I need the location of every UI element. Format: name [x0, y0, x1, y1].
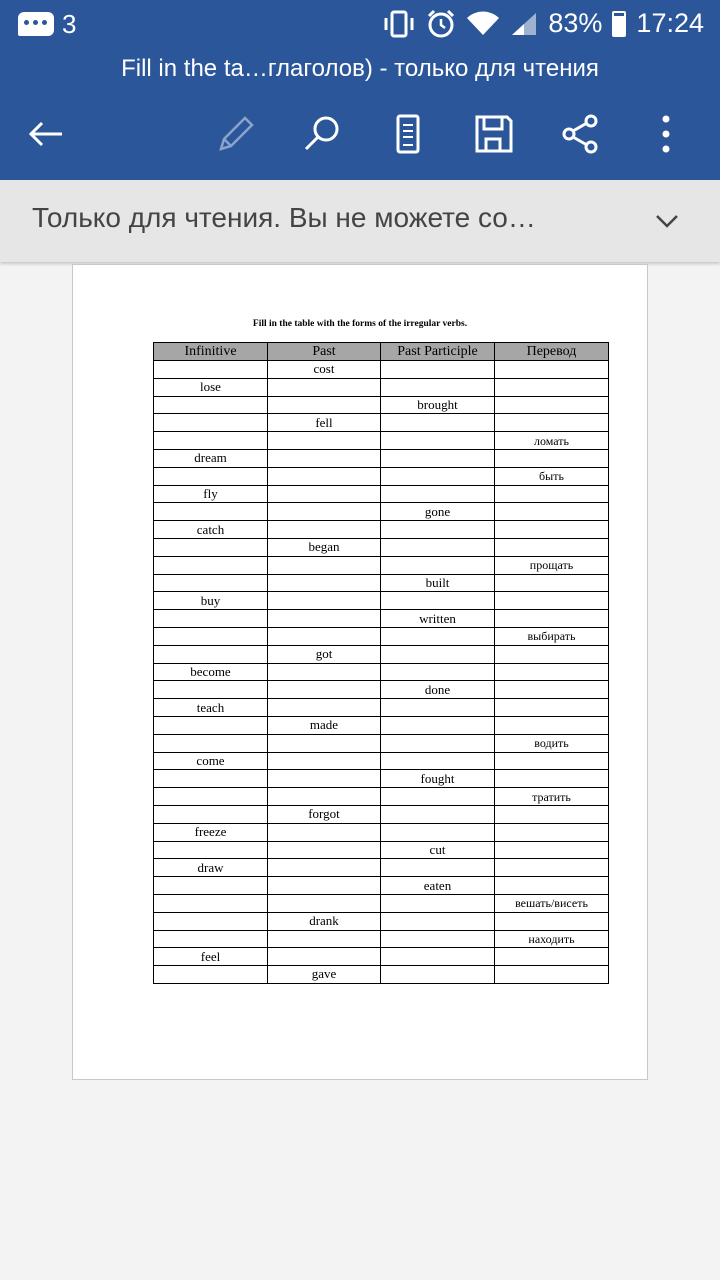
table-cell: [268, 485, 381, 503]
table-cell: [495, 449, 609, 467]
table-row: [154, 361, 609, 379]
table-cell: dream: [154, 449, 268, 467]
table-cell: тратить: [495, 788, 609, 806]
table-cell: [154, 877, 268, 895]
table-cell: [381, 788, 495, 806]
table-cell: done: [381, 681, 495, 699]
back-arrow-icon[interactable]: [22, 110, 70, 158]
table-row: [154, 716, 609, 734]
table-cell: catch: [154, 521, 268, 539]
table-row: [154, 752, 609, 770]
table-row: [154, 396, 609, 414]
table-row: [154, 966, 609, 984]
table-cell: [495, 361, 609, 379]
table-cell: [268, 770, 381, 788]
table-cell: [154, 396, 268, 414]
table-cell: [381, 449, 495, 467]
document-page: [72, 264, 648, 1080]
table-cell: fly: [154, 485, 268, 503]
table-cell: [495, 538, 609, 556]
column-header-infinitive: Infinitive: [154, 343, 268, 361]
table-cell: gave: [268, 966, 381, 984]
column-header-translation: Перевод: [495, 343, 609, 361]
table-cell: [495, 770, 609, 788]
table-row: [154, 823, 609, 841]
table-body: [154, 361, 609, 984]
table-cell: brought: [381, 396, 495, 414]
table-cell: [495, 574, 609, 592]
table-cell: [381, 912, 495, 930]
table-cell: [381, 627, 495, 645]
table-cell: [154, 770, 268, 788]
save-icon[interactable]: [470, 110, 518, 158]
table-cell: [268, 734, 381, 752]
document-title: Fill in the ta…глаголов) - только для чтения: [0, 50, 720, 88]
table-cell: быть: [495, 467, 609, 485]
table-cell: gone: [381, 503, 495, 521]
table-cell: [268, 396, 381, 414]
table-cell: come: [154, 752, 268, 770]
table-cell: [268, 823, 381, 841]
table-cell: feel: [154, 948, 268, 966]
table-cell: [381, 716, 495, 734]
table-cell: [381, 894, 495, 912]
more-options-icon[interactable]: [642, 110, 690, 158]
message-notification-icon: [18, 12, 54, 36]
app-toolbar: [0, 88, 720, 180]
table-cell: [154, 734, 268, 752]
notification-count: 3: [62, 9, 77, 39]
table-cell: [268, 930, 381, 948]
table-row: [154, 877, 609, 895]
table-cell: находить: [495, 930, 609, 948]
table-cell: draw: [154, 859, 268, 877]
table-row: [154, 788, 609, 806]
table-cell: [154, 894, 268, 912]
table-cell: [154, 805, 268, 823]
table-cell: forgot: [268, 805, 381, 823]
table-row: [154, 770, 609, 788]
table-cell: [154, 574, 268, 592]
table-row: [154, 841, 609, 859]
table-cell: [495, 378, 609, 396]
table-cell: [381, 467, 495, 485]
table-cell: [381, 752, 495, 770]
share-icon[interactable]: [556, 110, 604, 158]
table-row: [154, 663, 609, 681]
table-cell: [381, 556, 495, 574]
table-cell: made: [268, 716, 381, 734]
table-cell: [495, 948, 609, 966]
table-cell: [154, 432, 268, 450]
table-cell: [154, 414, 268, 432]
table-row: [154, 592, 609, 610]
alarm-icon: [426, 9, 456, 39]
table-cell: [381, 485, 495, 503]
table-cell: [381, 538, 495, 556]
table-cell: [381, 645, 495, 663]
table-cell: built: [381, 574, 495, 592]
table-row: [154, 912, 609, 930]
table-cell: [154, 966, 268, 984]
table-cell: [495, 610, 609, 628]
table-cell: водить: [495, 734, 609, 752]
table-cell: [154, 627, 268, 645]
table-cell: [154, 930, 268, 948]
table-row: [154, 378, 609, 396]
table-cell: [154, 681, 268, 699]
table-cell: [381, 663, 495, 681]
chevron-down-icon[interactable]: [652, 206, 682, 236]
table-cell: [495, 396, 609, 414]
table-cell: [268, 894, 381, 912]
table-row: [154, 538, 609, 556]
worksheet-title: Fill in the table with the forms of the irregular verbs.: [252, 319, 468, 329]
table-row: [154, 930, 609, 948]
table-cell: [495, 645, 609, 663]
table-cell: [268, 859, 381, 877]
table-cell: [381, 823, 495, 841]
table-cell: [495, 716, 609, 734]
table-cell: [495, 681, 609, 699]
table-row: [154, 574, 609, 592]
table-cell: [381, 734, 495, 752]
table-cell: [381, 859, 495, 877]
table-row: [154, 521, 609, 539]
table-cell: [381, 432, 495, 450]
table-cell: [268, 592, 381, 610]
table-cell: [268, 432, 381, 450]
table-cell: cut: [381, 841, 495, 859]
table-cell: [495, 699, 609, 717]
table-row: [154, 948, 609, 966]
table-cell: [381, 699, 495, 717]
table-cell: [495, 485, 609, 503]
table-cell: [495, 752, 609, 770]
table-cell: [268, 681, 381, 699]
table-cell: [268, 841, 381, 859]
read-only-message: Только для чтения. Вы не можете со…: [32, 202, 536, 233]
table-cell: [268, 556, 381, 574]
table-cell: [381, 930, 495, 948]
status-bar: [0, 0, 720, 50]
table-cell: [495, 859, 609, 877]
table-cell: [154, 645, 268, 663]
column-header-past: Past: [268, 343, 381, 361]
table-cell: drank: [268, 912, 381, 930]
search-icon[interactable]: [298, 110, 346, 158]
table-cell: [495, 841, 609, 859]
table-header-row: [154, 343, 609, 361]
table-cell: [381, 414, 495, 432]
table-cell: fell: [268, 414, 381, 432]
table-cell: lose: [154, 378, 268, 396]
table-cell: [268, 788, 381, 806]
table-cell: [154, 503, 268, 521]
table-row: [154, 681, 609, 699]
table-cell: ломать: [495, 432, 609, 450]
table-cell: freeze: [154, 823, 268, 841]
table-cell: [154, 841, 268, 859]
table-cell: [268, 378, 381, 396]
table-cell: [495, 912, 609, 930]
table-cell: [381, 805, 495, 823]
table-cell: [268, 610, 381, 628]
wifi-icon: [466, 11, 500, 37]
battery-percent: 83%: [548, 8, 603, 38]
table-row: [154, 645, 609, 663]
table-cell: written: [381, 610, 495, 628]
table-cell: teach: [154, 699, 268, 717]
table-row: [154, 699, 609, 717]
table-cell: [495, 592, 609, 610]
read-only-banner[interactable]: [0, 180, 720, 262]
table-cell: [154, 361, 268, 379]
table-cell: [495, 414, 609, 432]
table-cell: [381, 378, 495, 396]
table-row: [154, 610, 609, 628]
mobile-view-icon[interactable]: [384, 110, 432, 158]
table-cell: выбирать: [495, 627, 609, 645]
battery-icon: [612, 11, 626, 37]
verbs-table: [153, 342, 609, 984]
table-cell: fought: [381, 770, 495, 788]
table-cell: вешать/висеть: [495, 894, 609, 912]
table-cell: [495, 663, 609, 681]
signal-icon: [510, 11, 538, 37]
table-cell: [495, 877, 609, 895]
table-row: [154, 859, 609, 877]
table-cell: [495, 503, 609, 521]
table-cell: [268, 877, 381, 895]
table-row: [154, 805, 609, 823]
table-cell: [495, 823, 609, 841]
column-header-past-participle: Past Participle: [381, 343, 495, 361]
table-cell: [495, 805, 609, 823]
table-cell: [495, 966, 609, 984]
table-cell: [154, 610, 268, 628]
table-cell: buy: [154, 592, 268, 610]
table-row: [154, 449, 609, 467]
edit-pencil-icon[interactable]: [212, 110, 260, 158]
table-cell: [268, 503, 381, 521]
table-cell: cost: [268, 361, 381, 379]
table-row: [154, 432, 609, 450]
table-cell: [268, 467, 381, 485]
table-row: [154, 627, 609, 645]
table-cell: [268, 948, 381, 966]
table-cell: eaten: [381, 877, 495, 895]
table-cell: [154, 716, 268, 734]
table-cell: began: [268, 538, 381, 556]
table-row: [154, 894, 609, 912]
table-cell: [268, 521, 381, 539]
table-row: [154, 734, 609, 752]
table-cell: got: [268, 645, 381, 663]
clock: 17:24: [636, 8, 704, 38]
table-row: [154, 467, 609, 485]
table-row: [154, 556, 609, 574]
table-row: [154, 503, 609, 521]
table-cell: [268, 449, 381, 467]
status-indicators: [382, 8, 704, 39]
table-cell: [268, 627, 381, 645]
table-row: [154, 485, 609, 503]
table-cell: [154, 556, 268, 574]
table-cell: [154, 467, 268, 485]
table-cell: [154, 538, 268, 556]
table-cell: [268, 574, 381, 592]
table-row: [154, 414, 609, 432]
table-cell: [154, 788, 268, 806]
table-cell: [268, 663, 381, 681]
table-cell: [381, 521, 495, 539]
table-cell: [381, 966, 495, 984]
table-cell: [495, 521, 609, 539]
table-cell: [381, 592, 495, 610]
table-cell: [381, 948, 495, 966]
table-cell: [381, 361, 495, 379]
vibrate-icon: [382, 10, 416, 38]
table-cell: [268, 752, 381, 770]
table-cell: прощать: [495, 556, 609, 574]
table-cell: [154, 912, 268, 930]
table-cell: [268, 699, 381, 717]
table-cell: become: [154, 663, 268, 681]
